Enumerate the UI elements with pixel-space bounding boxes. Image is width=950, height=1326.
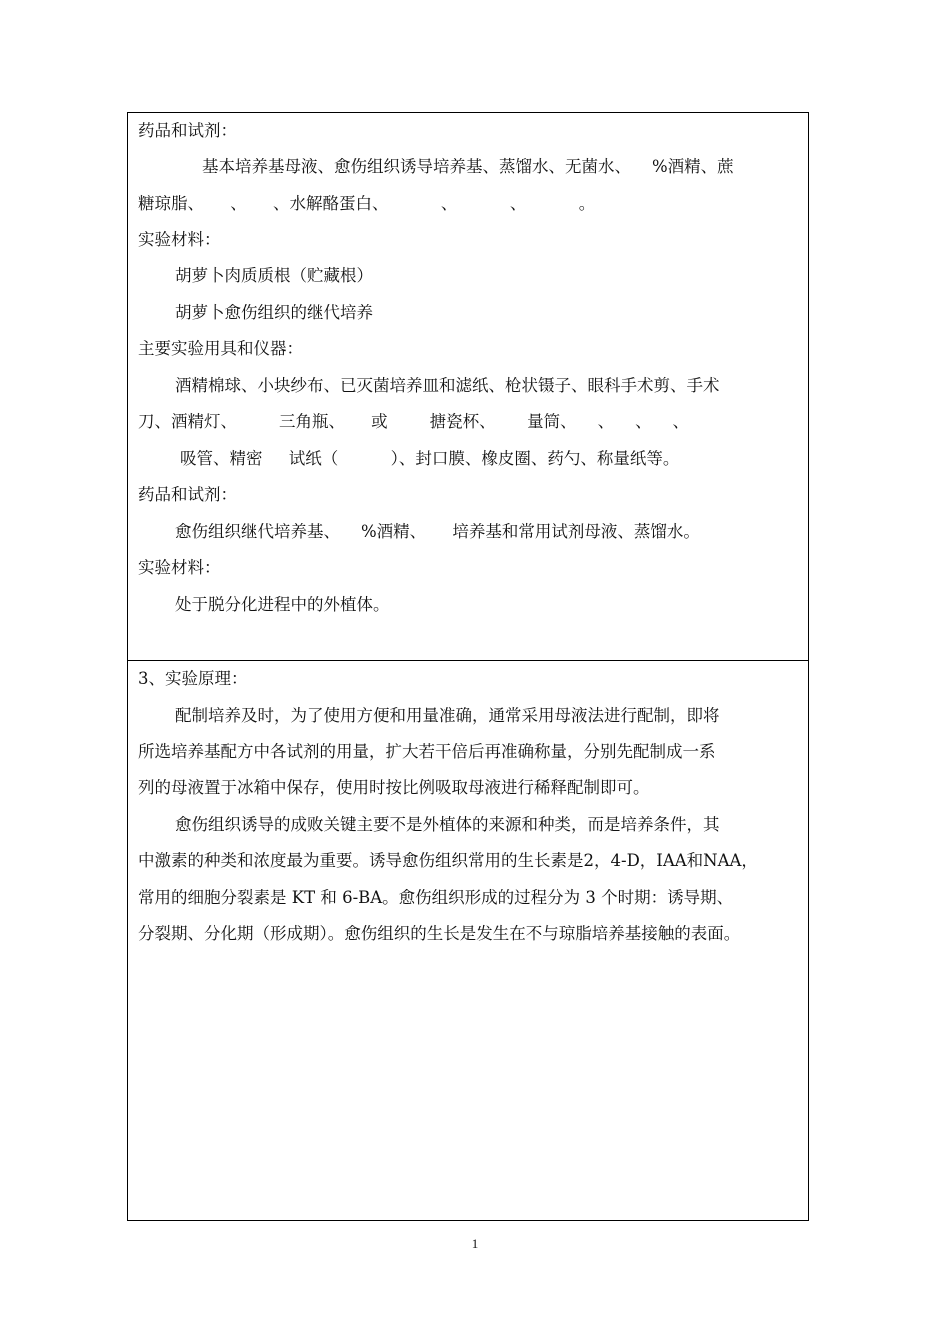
principle-para2-line2: 中激素的种类和浓度最为重要。诱导愈伤组织常用的生长素是2，4-D，IAA和NAA，: [138, 851, 758, 870]
heading-principle: 3、实验原理：: [138, 669, 248, 688]
heading-reagents-2: 药品和试剂：: [138, 485, 237, 504]
reagents-text-line-1: 基本培养基母液、愈伤组织诱导培养基、蒸馏水、无菌水、 %酒精、蔗: [202, 157, 734, 176]
principle-para1-line3: 列的母液置于冰箱中保存，使用时按比例吸取母液进行稀释配制即可。: [138, 778, 650, 797]
material-item-3: 处于脱分化进程中的外植体。: [175, 595, 390, 614]
heading-reagents-1: 药品和试剂：: [138, 121, 237, 140]
heading-equipment: 主要实验用具和仪器：: [138, 339, 303, 358]
equipment-line-3: 吸管、精密 试纸（ ）、封口膜、橡皮圈、药勺、称量纸等。: [180, 449, 680, 468]
heading-materials-1: 实验材料：: [138, 230, 221, 249]
reagents-text-line-2: 糖琼脂、 、 、水解酪蛋白、 、 、 。: [138, 194, 596, 213]
principle-para2-line4: 分裂期、分化期（形成期）。愈伤组织的生长是发生在不与琼脂培养基接触的表面。: [138, 924, 741, 943]
equipment-line-1: 酒精棉球、小块纱布、已灭菌培养皿和滤纸、枪状镊子、眼科手术剪、手术: [175, 376, 720, 395]
form-table: [127, 112, 809, 1221]
materials-section: [128, 113, 808, 661]
reagents-2-text: 愈伤组织继代培养基、 %酒精、 培养基和常用试剂母液、蒸馏水。: [175, 522, 700, 541]
page-number: 1: [471, 1236, 479, 1251]
principle-section: [128, 661, 808, 1220]
material-item-2: 胡萝卜愈伤组织的继代培养: [175, 303, 373, 322]
principle-para1-line2: 所选培养基配方中各试剂的用量，扩大若干倍后再准确称量，分别先配制成一系: [138, 742, 716, 761]
principle-para2-line1: 愈伤组织诱导的成败关键主要不是外植体的来源和种类，而是培养条件，其: [175, 815, 720, 834]
principle-para2-line3: 常用的细胞分裂素是 KT 和 6-BA。愈伤组织形成的过程分为 3 个时期：诱导期、: [138, 888, 734, 907]
material-item-1: 胡萝卜肉质质根（贮藏根）: [175, 266, 373, 285]
heading-materials-2: 实验材料：: [138, 558, 221, 577]
principle-para1-line1: 配制培养及时，为了使用方便和用量准确，通常采用母液法进行配制，即将: [175, 706, 720, 725]
equipment-line-2: 刀、酒精灯、 三角瓶、 或 搪瓷杯、 量筒、 、 、 、: [138, 412, 690, 431]
